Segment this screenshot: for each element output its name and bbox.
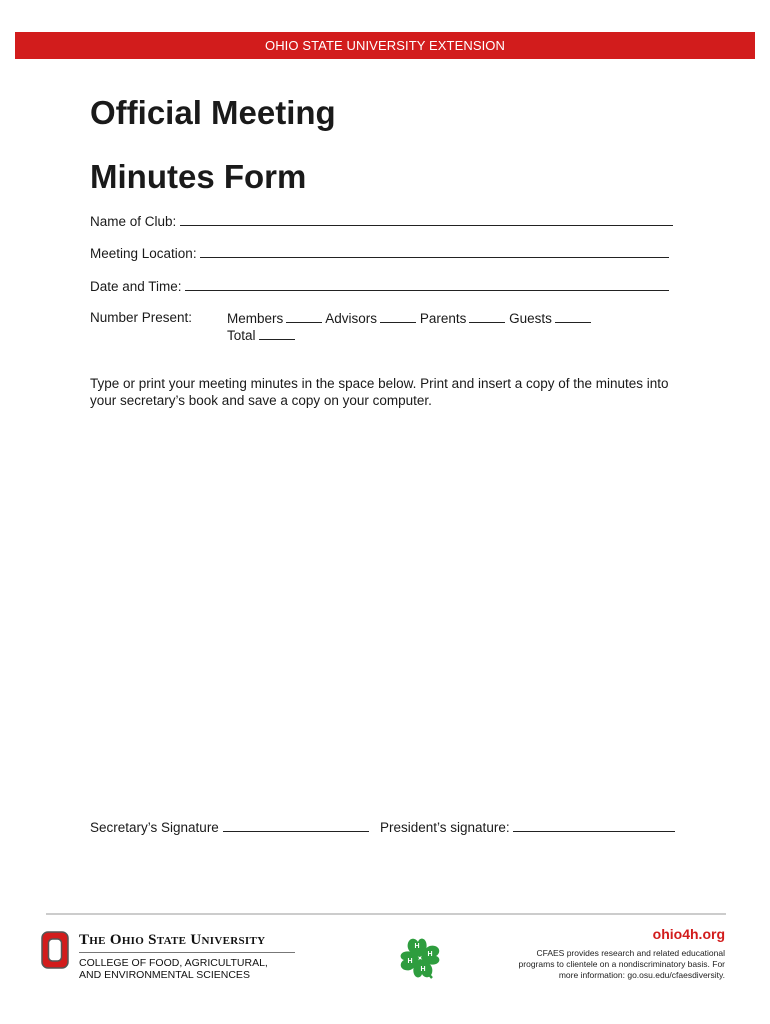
total-label: Total (227, 328, 256, 343)
disclaimer (495, 948, 725, 981)
website-link[interactable]: ohio4h.org (652, 926, 725, 942)
block-o-logo-icon (41, 931, 69, 969)
disclaimer-line1: CFAES provides research and related educational (536, 948, 725, 958)
total-row (227, 327, 295, 343)
disclaimer-line3: more information: go.osu.edu/cfaesdiversity. (558, 970, 725, 980)
date-time-field[interactable] (90, 277, 669, 294)
advisors-blank[interactable] (380, 310, 416, 323)
form-title-line1: Official Meeting (90, 94, 336, 131)
secretary-signature-label: Secretary’s Signature (90, 820, 219, 835)
disclaimer-line2: programs to clientele on a nondiscriminatory basis. For (518, 959, 725, 969)
attendance-row (227, 310, 591, 326)
advisors-label: Advisors (325, 311, 378, 326)
president-signature-field[interactable] (380, 818, 675, 835)
svg-text:H: H (414, 943, 420, 950)
college-line2: AND ENVIRONMENTAL SCIENCES (79, 969, 250, 981)
secretary-signature-blank[interactable] (223, 818, 369, 832)
meeting-location-field[interactable] (90, 244, 669, 261)
guests-blank[interactable] (555, 310, 591, 323)
meeting-location-label: Meeting Location: (90, 246, 197, 261)
members-label: Members (227, 311, 284, 326)
extension-banner (15, 32, 755, 59)
university-name: The Ohio State University (79, 932, 266, 948)
secretary-signature-field[interactable] (90, 818, 369, 835)
guests-label: Guests (509, 311, 552, 326)
club-name-field[interactable] (90, 212, 673, 229)
svg-text:H: H (420, 966, 426, 973)
footer-divider (46, 913, 726, 915)
college-name (79, 957, 268, 981)
date-time-label: Date and Time: (90, 279, 182, 294)
svg-text:H: H (407, 958, 413, 965)
college-line1: COLLEGE OF FOOD, AGRICULTURAL, (79, 957, 268, 969)
university-rule (79, 952, 295, 953)
4h-clover-icon (396, 934, 444, 982)
form-title-line2: Minutes Form (90, 158, 307, 195)
president-signature-blank[interactable] (513, 818, 675, 832)
meeting-location-blank[interactable] (200, 244, 669, 258)
instructions-text: Type or print your meeting minutes in the space below. Print and insert a copy of the minutes into your secretary’s book and save a copy on your computer. (90, 376, 669, 408)
members-blank[interactable] (286, 310, 322, 323)
number-present-label: Number Present: (90, 310, 193, 325)
parents-label: Parents (419, 311, 467, 326)
date-time-blank[interactable] (185, 277, 669, 291)
president-signature-label: President’s signature: (380, 820, 510, 835)
total-blank[interactable] (259, 327, 295, 340)
banner-text: OHIO STATE UNIVERSITY EXTENSION (264, 38, 506, 53)
club-name-blank[interactable] (180, 212, 673, 226)
club-name-label: Name of Club: (90, 214, 177, 229)
parents-blank[interactable] (469, 310, 505, 323)
svg-text:H: H (427, 951, 433, 958)
